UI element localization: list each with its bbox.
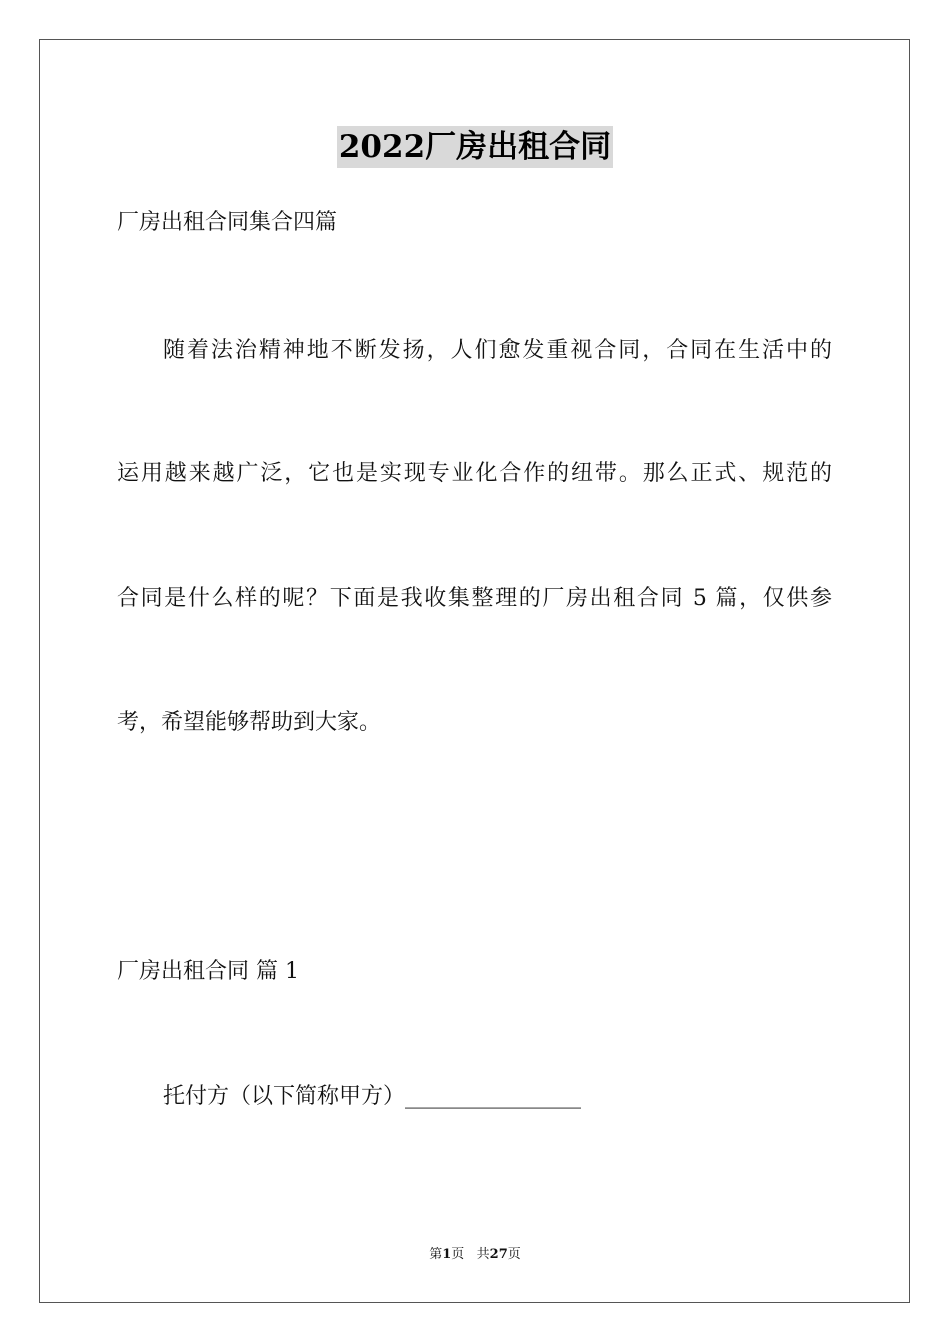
page-footer: [0, 1246, 950, 1264]
document-title: 2022厂房出租合同: [337, 126, 613, 168]
footer-suffix: 页: [507, 1247, 521, 1262]
footer-prefix: 第: [429, 1247, 443, 1262]
intro-line-2: 运用越来越广泛，它也是实现专业化合作的纽带。那么正式、规范的: [117, 461, 832, 486]
footer-mid: 页 共: [451, 1247, 490, 1262]
footer-current-page: 1: [442, 1247, 452, 1262]
footer-total-pages: 27: [489, 1247, 508, 1262]
party-a-line: 托付方（以下简称甲方）________________: [163, 1084, 582, 1109]
section-heading: 厂房出租合同 篇 1: [117, 959, 299, 984]
intro-line-4: 考，希望能够帮助到大家。: [117, 710, 382, 735]
document-subtitle: 厂房出租合同集合四篇: [117, 210, 338, 235]
intro-line-1: 随着法治精神地不断发扬，人们愈发重视合同，合同在生活中的: [163, 338, 832, 363]
intro-line-3: 合同是什么样的呢？下面是我收集整理的厂房出租合同 5 篇，仅供参: [117, 586, 832, 611]
title-container: [0, 126, 950, 168]
